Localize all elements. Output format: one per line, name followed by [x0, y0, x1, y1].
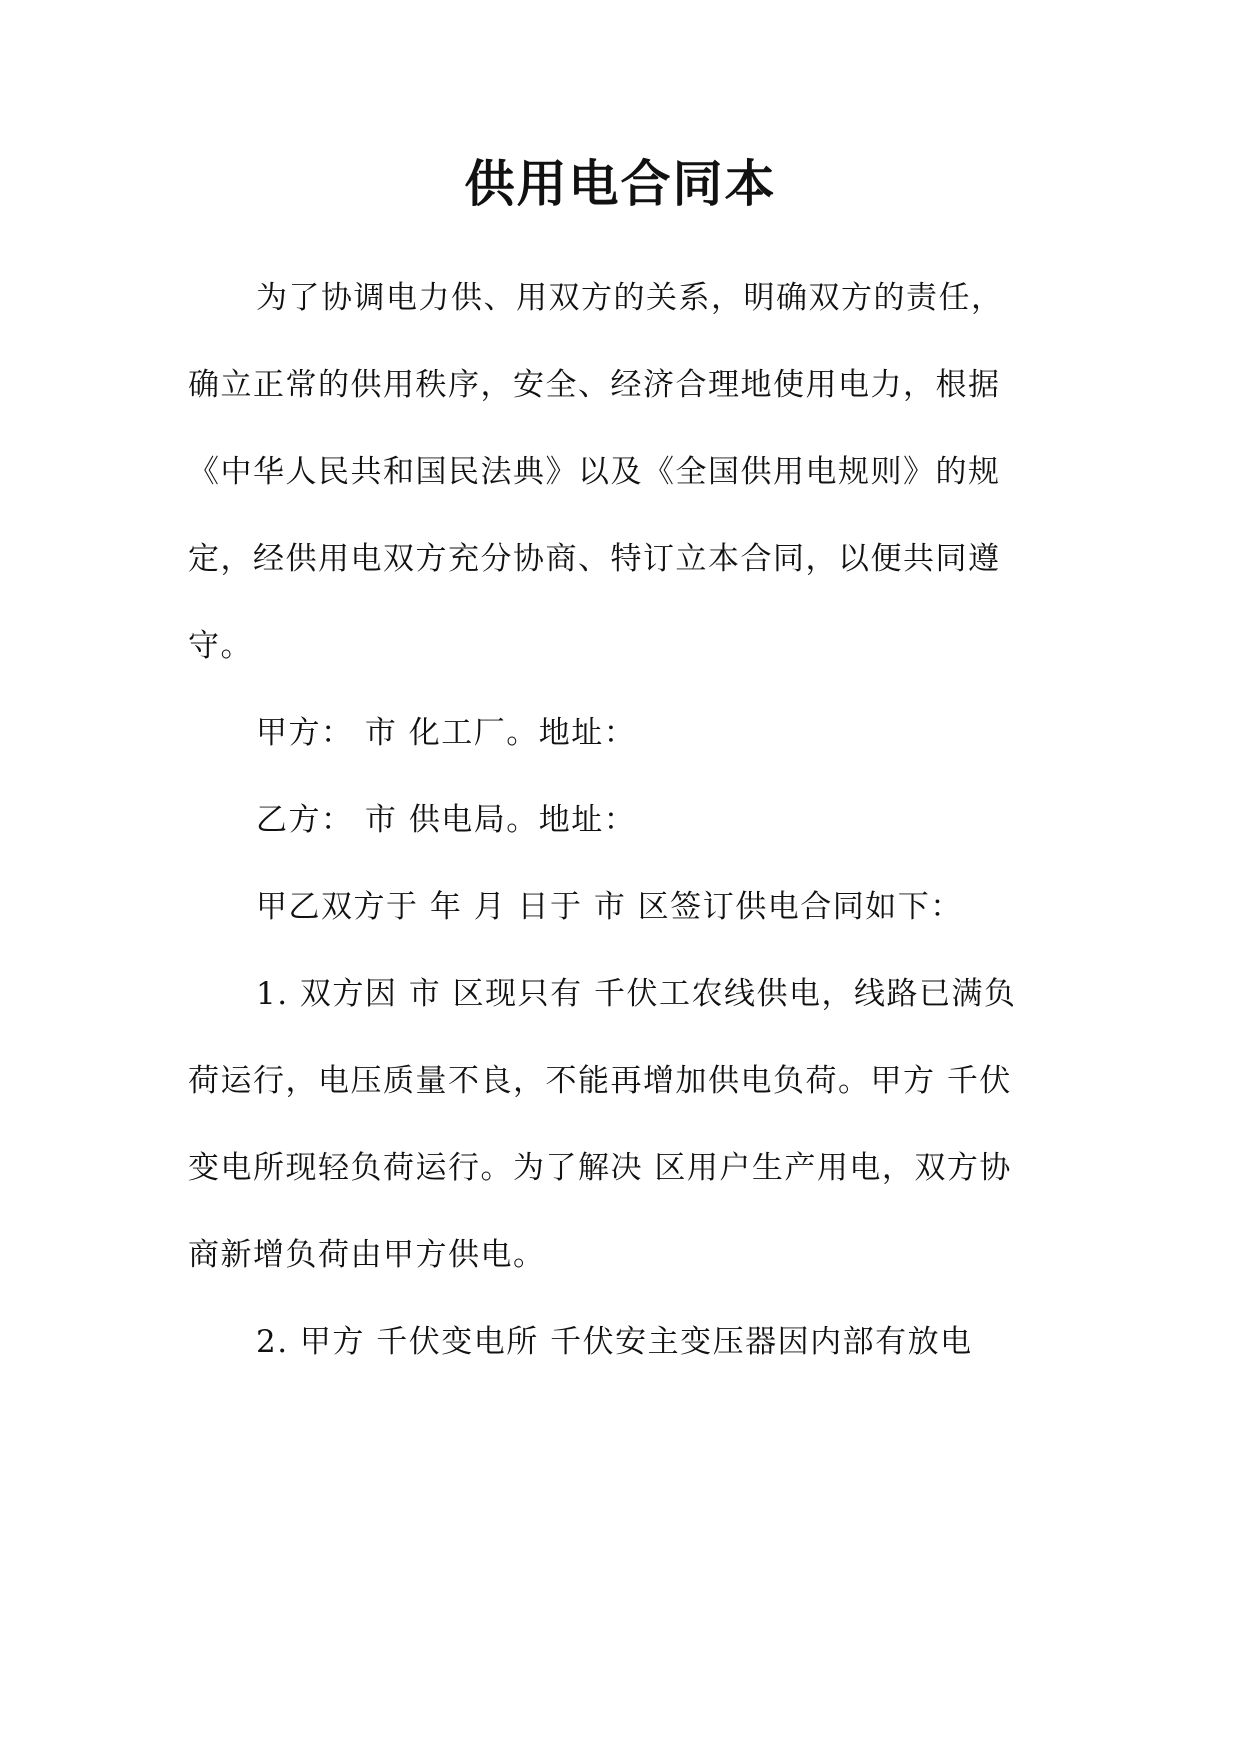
- clause-2-line: 2. 甲方 千伏变电所 千伏安主变压器因内部有放电: [256, 1324, 973, 1360]
- clause-1-line: 荷运行，电压质量不良，不能再增加供电负荷。甲方 千伏: [188, 1063, 1012, 1099]
- party-b-line: 乙方： 市 供电局。地址：: [256, 802, 637, 838]
- document-title: 供用电合同本: [464, 155, 777, 213]
- paragraph-line: 定，经供用电双方充分协商、特订立本合同，以便共同遵: [188, 541, 1001, 577]
- signing-line: 甲乙双方于 年 月 日于 市 区签订供电合同如下：: [256, 889, 963, 925]
- party-a-line: 甲方： 市 化工厂。地址：: [256, 715, 637, 751]
- paragraph-line: 《中华人民共和国民法典》以及《全国供用电规则》的规: [188, 454, 1001, 490]
- clause-1-line: 商新增负荷由甲方供电。: [188, 1237, 546, 1273]
- paragraph-line: 确立正常的供用秩序，安全、经济合理地使用电力，根据: [188, 367, 1001, 403]
- clause-1-line: 变电所现轻负荷运行。为了解决 区用户生产用电，双方协: [188, 1150, 1012, 1186]
- clause-1-line: 1. 双方因 市 区现只有 千伏工农线供电，线路已满负: [256, 976, 1017, 1012]
- paragraph-line: 守。: [188, 628, 253, 664]
- paragraph-line: 为了协调电力供、用双方的关系，明确双方的责任，: [256, 280, 1004, 316]
